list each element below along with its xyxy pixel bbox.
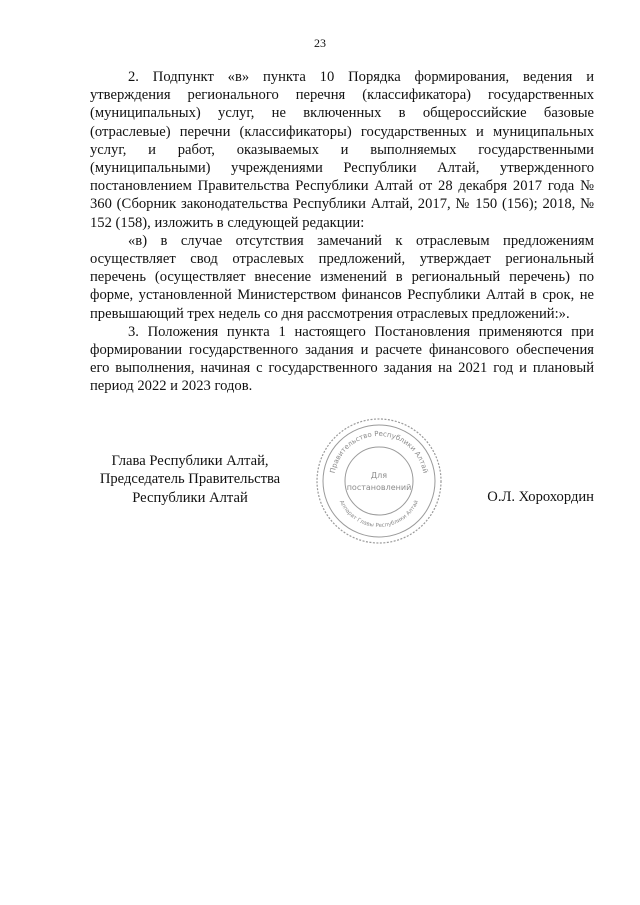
paragraph-amendment-clause: 2. Подпункт «в» пункта 10 Порядка формирования, ведения и утверждения регионального перечня (классификатора) государственных (муниципальных) услуг, не включенных в общероссийские базовые (отраслевые) перечни (классификаторы) государственных и муниципальных услуг, и работ, оказываемых и выполняемых государственными (муниципальными) учреждениями Республики Алтай, утвержденного постановлением Правительства Республики Алтай от 28 декабря 2017 года № 360 (Сборник законодательства Республики Алтай, 2017, № 150 (156); 2018, № 152 (158), изложить в следующей редакции: [90,69,594,231]
paragraph-new-wording: «в) в случае отсутствия замечаний к отраслевым предложениям осуществляет свод отраслевых предложений, утверждает региональный перечень (осуществляет внесение изменений в региональный перечень) по форме, установленной Министерством финансов Республики Алтай в срок, не превышающий трех недель со дня рассмотрения отраслевых предложений:». [90,232,594,322]
signatory-position-line: Республики Алтай [132,489,248,506]
stamp-center-line-2: постановлений [346,483,412,492]
official-stamp-seal [314,416,444,546]
document-body [90,68,594,396]
stamp-outer-text: Правительство Республики Алтай [328,429,430,474]
signatory-position-line: Председатель Правительства [99,471,281,488]
signatory-position [90,452,290,507]
page-number: 23 [314,36,326,50]
signatory-name: О.Л. Хорохордин [487,489,594,505]
signatory-position-line: Глава Республики Алтай, [111,453,269,469]
stamp-center-line-1: Для [370,471,388,480]
stamp-bottom-text: Аппарат Главы Республики Алтай [337,499,421,530]
paragraph-application-clause: 3. Положения пункта 1 настоящего Постановления применяются при формировании государственного задания и расчете финансового обеспечения его выполнения, начиная с государственного задания на 2021 год и плановый период 2022 и 2023 годов. [90,323,594,395]
